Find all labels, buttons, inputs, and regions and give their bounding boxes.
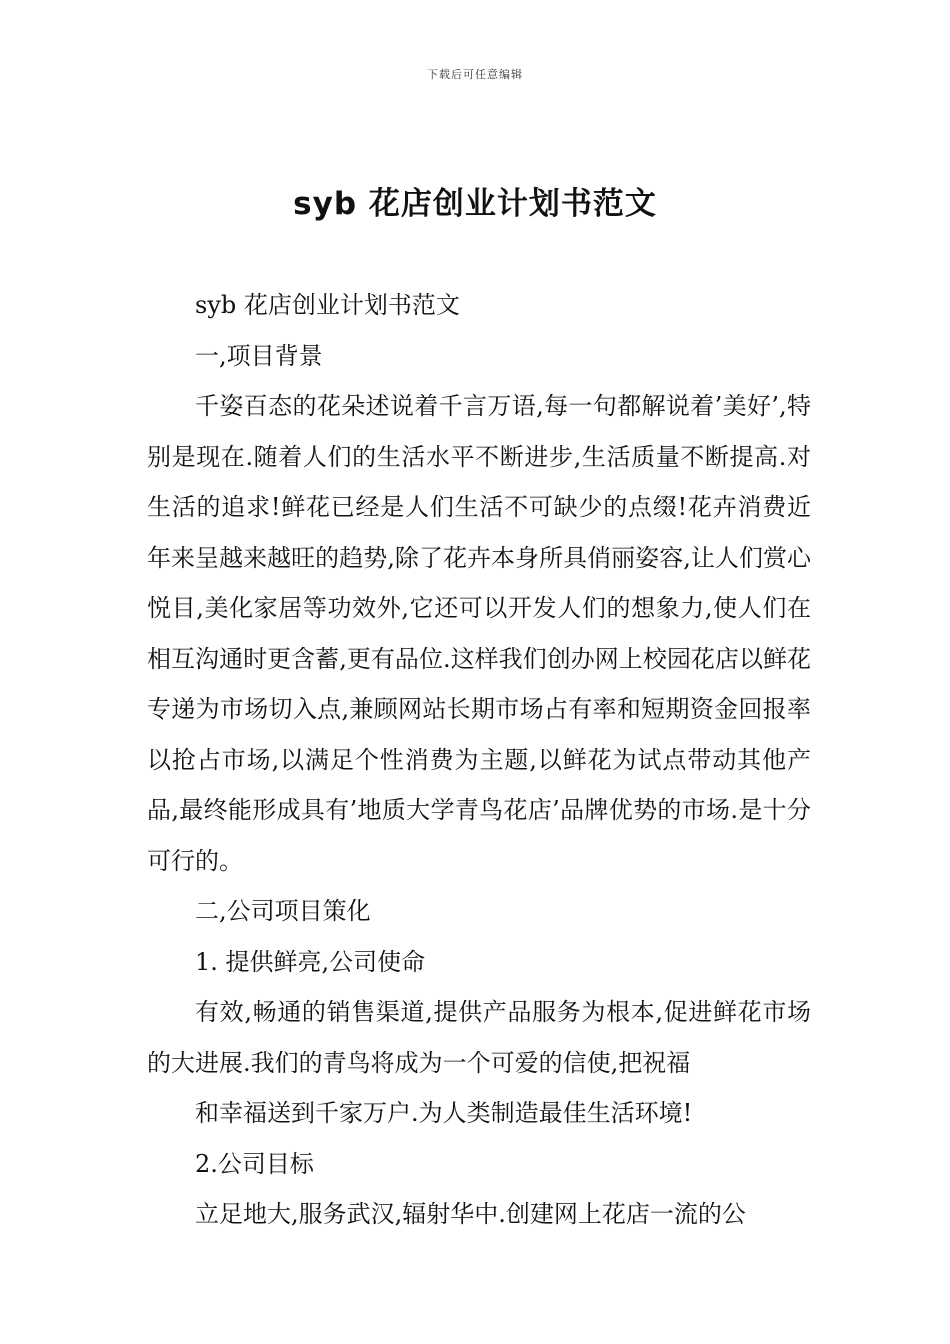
paragraph-mission: 有效,畅通的销售渠道,提供产品服务为根本,促进鲜花市场的大进展.我们的青鸟将成为一个可爱的信使,把祝福 — [147, 998, 811, 1077]
header-note: 下载后可任意编辑 — [427, 68, 523, 81]
heading-company-planning: 二,公司项目策化 — [195, 897, 371, 925]
paragraph-subtitle: syb 花店创业计划书范文 — [195, 291, 460, 319]
paragraph-goal: 立足地大,服务武汉,辐射华中.创建网上花店一流的公 — [195, 1200, 746, 1228]
document-title: syb 花店创业计划书范文 — [293, 186, 657, 222]
paragraph-background: 千姿百态的花朵述说着千言万语,每一句都解说着’美好’,特别是现在.随着人们的生活水平不断进步,生活质量不断提高.对生活的追求!鲜花已经是人们生活不可缺少的点缀!花卉消费近年来呈越来越旺的趋势,除了花卉本身所具俏丽姿容,让人们赏心悦目,美化家居等功效外,它还可以开发人们的想象力,使人们在相互沟通时更含蓄,更有品位.这样我们创办网上校园花店以鲜花专递为市场切入点,兼顾网站长期市场占有率和短期资金回报率以抢占市场,以满足个性消费为主题,以鲜花为试点带动其他产品,最终能形成具有’地质大学青鸟花店’品牌优势的市场.是十分可行的。 — [147, 392, 811, 875]
heading-project-background: 一,项目背景 — [195, 341, 323, 370]
heading-company-mission: 1. 提供鲜亮,公司使命 — [195, 947, 426, 976]
document-body — [147, 280, 811, 1240]
heading-company-goal: 2.公司目标 — [195, 1149, 314, 1178]
paragraph-mission-continued: 和幸福送到千家万户.为人类制造最佳生活环境! — [195, 1099, 693, 1127]
